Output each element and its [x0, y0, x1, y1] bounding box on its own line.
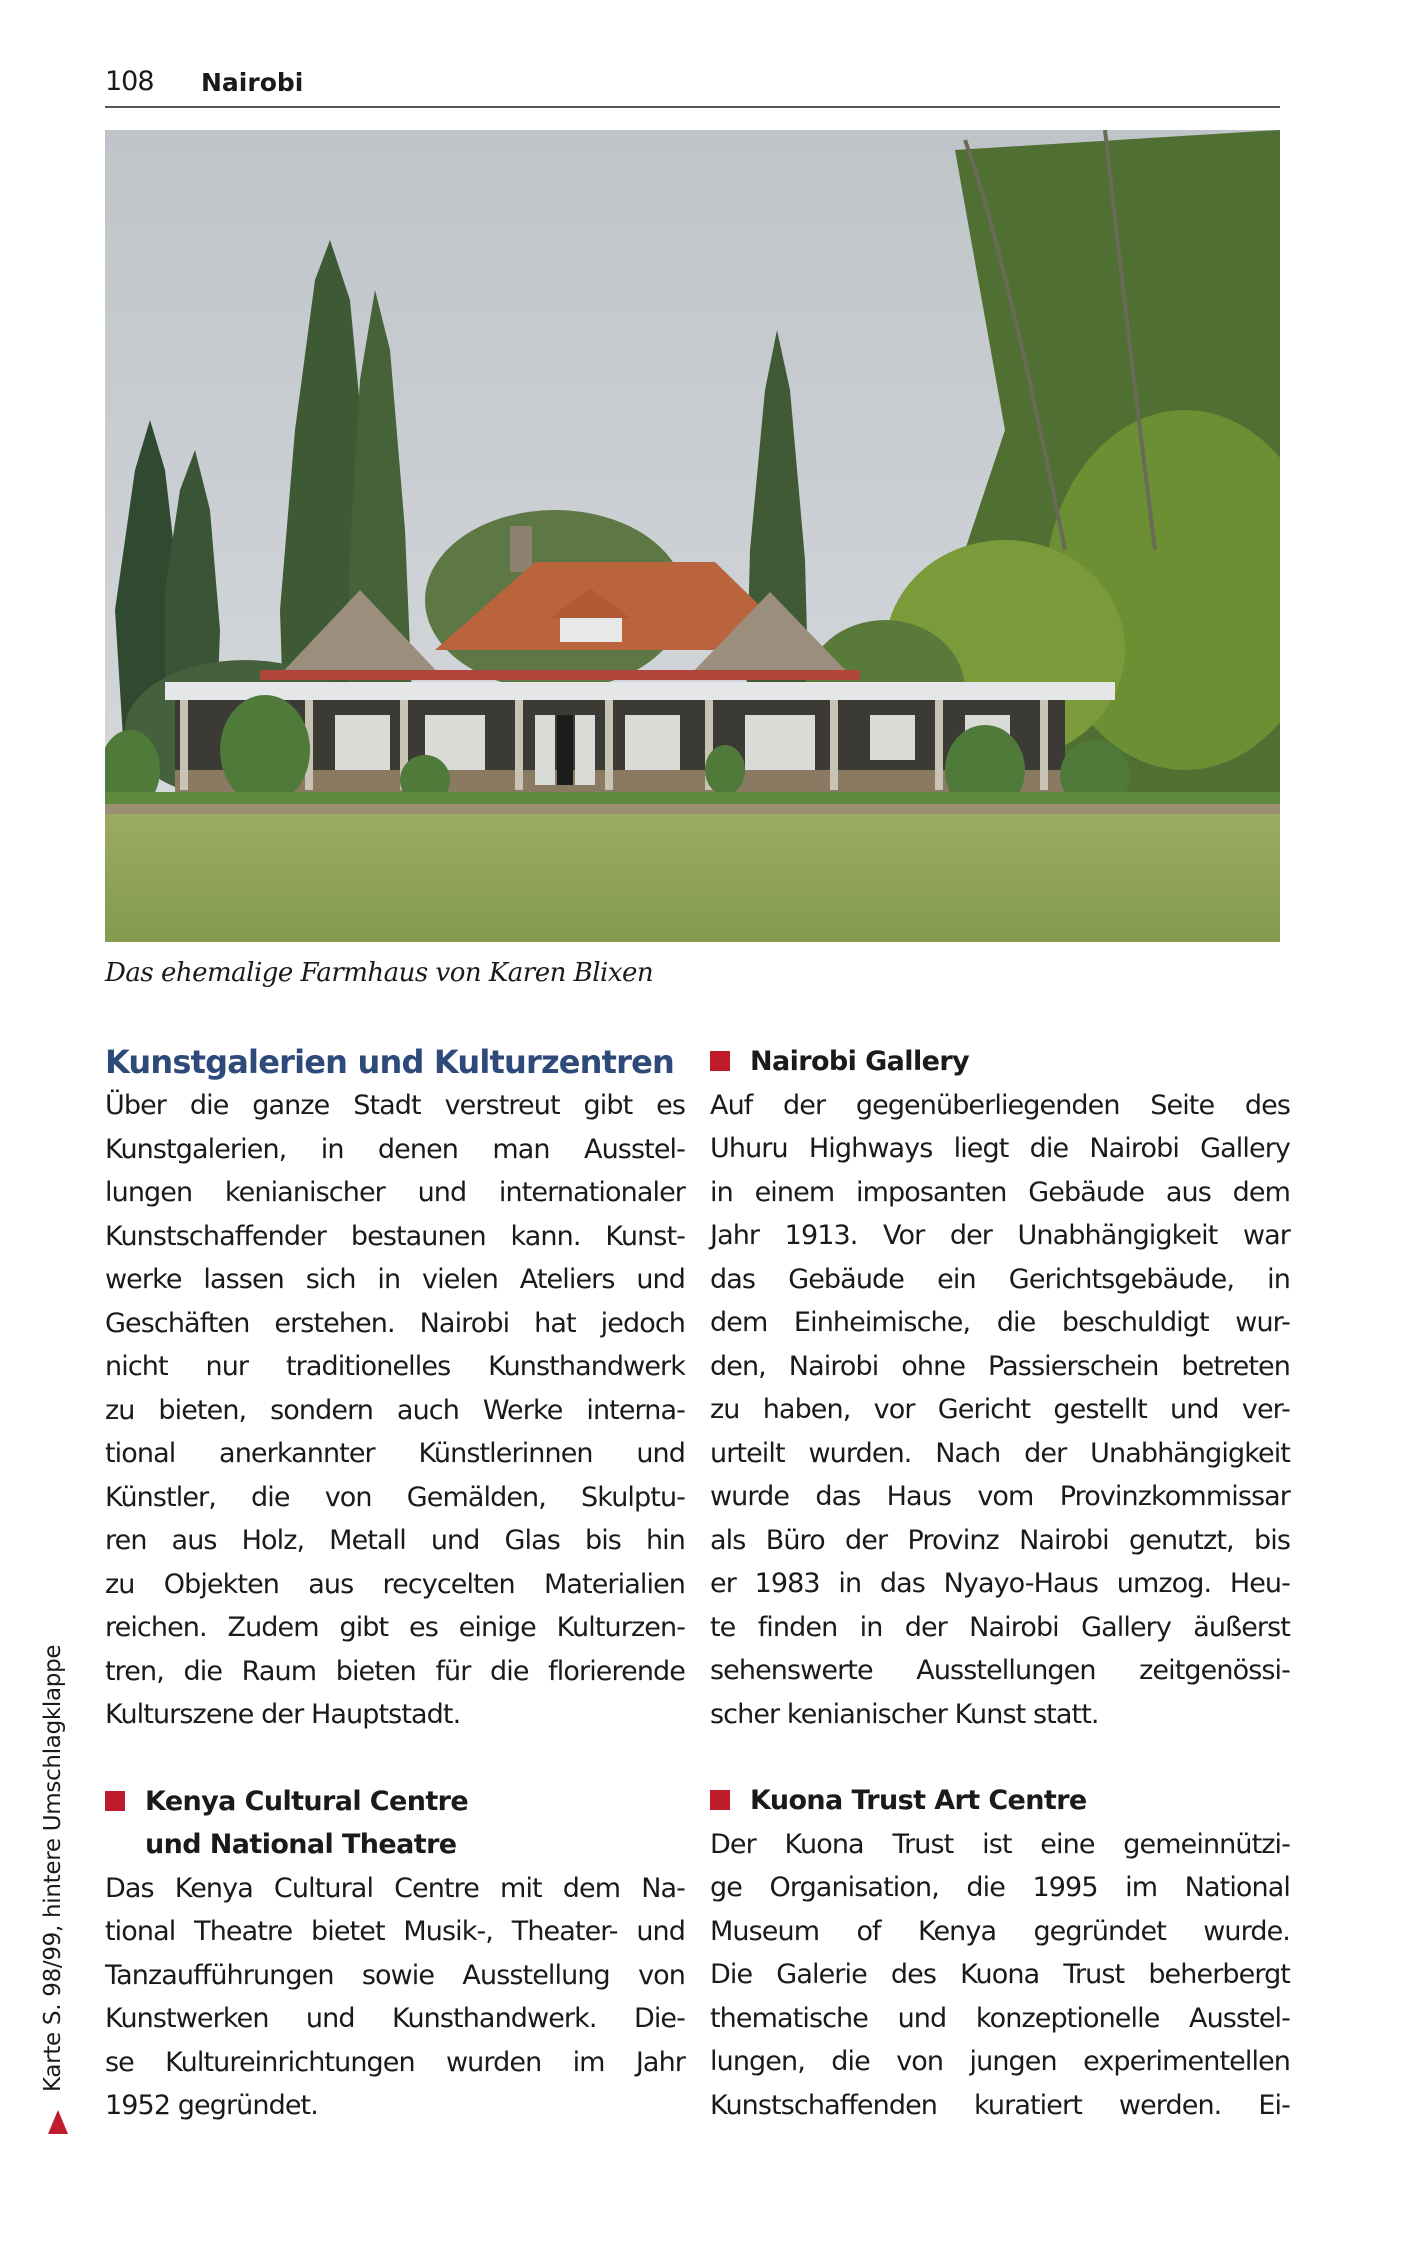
text-line: Kunstgalerien, in denen man Ausstel- — [105, 1133, 685, 1165]
entry-heading-line: Nairobi Gallery — [750, 1046, 970, 1077]
red-triangle-marker-icon — [48, 2110, 68, 2134]
text-line: tional Theatre bietet Musik-, Theater- und — [105, 1916, 685, 1947]
text-line: thematische und konzeptionelle Ausstel- — [710, 2002, 1290, 2034]
entry-heading-nairobi-gallery — [710, 1040, 1290, 1084]
map-reference-text: Karte S. 98/99, hintere Umschlagklappe — [40, 1644, 66, 2092]
photo-caption: Das ehemalige Farmhaus von Karen Blixen — [105, 958, 654, 988]
text-line: Museum of Kenya gegründet wurde. — [710, 1915, 1290, 1947]
red-square-bullet-icon — [710, 1790, 730, 1810]
text-line: 1952 gegründet. — [105, 2090, 318, 2121]
text-line: als Büro der Provinz Nairobi genutzt, bis — [710, 1524, 1290, 1556]
text-line: zu haben, vor Gericht gestellt und ver- — [710, 1394, 1290, 1425]
text-line: se Kultureinrichtungen wurden im Jahr — [105, 2046, 685, 2078]
intro-paragraph — [105, 1084, 685, 1737]
page-number: 108 — [105, 66, 154, 97]
text-line: Die Galerie des Kuona Trust beherbergt — [710, 1959, 1290, 1990]
text-line: in einem imposanten Gebäude aus dem — [710, 1176, 1290, 1208]
farmhouse-photo-illustration — [105, 130, 1280, 942]
text-line: Künstler, die von Gemälden, Skulptu- — [105, 1481, 685, 1513]
text-line: tren, die Raum bieten für die florierende — [105, 1655, 685, 1687]
red-square-bullet-icon — [710, 1051, 730, 1071]
text-line: Kunstschaffender bestaunen kann. Kunst- — [105, 1220, 685, 1252]
entry-heading-line: und National Theatre — [145, 1829, 457, 1860]
text-line: Geschäften erstehen. Nairobi hat jedoch — [105, 1307, 685, 1339]
text-line: tional anerkannter Künstlerinnen und — [105, 1438, 685, 1469]
text-line: Jahr 1913. Vor der Unabhängigkeit war — [710, 1220, 1290, 1251]
entry-body-kuona-trust — [710, 1823, 1290, 2128]
entry-heading-kuona-trust — [710, 1779, 1290, 1823]
text-line: Kunstschaffenden kuratiert werden. Ei- — [710, 2089, 1290, 2121]
text-line: Kunstwerken und Kunsthandwerk. Die- — [105, 2003, 685, 2034]
farmhouse-photo — [105, 130, 1280, 942]
section-heading: Kunstgalerien und Kulturzentren — [105, 1043, 675, 1081]
red-square-bullet-icon — [105, 1791, 125, 1811]
text-line: wurde das Haus vom Provinzkommissar — [710, 1481, 1290, 1512]
text-line: reichen. Zudem gibt es einige Kulturzen- — [105, 1612, 685, 1643]
spacer — [710, 1736, 1290, 1779]
text-line: Auf der gegenüberliegenden Seite des — [710, 1089, 1290, 1121]
entry-heading-line: Kuona Trust Art Centre — [750, 1785, 1087, 1816]
text-line: Der Kuona Trust ist eine gemeinnützi- — [710, 1828, 1290, 1860]
text-line: lungen kenianischer und internationaler — [105, 1177, 685, 1208]
text-line: Das Kenya Cultural Centre mit dem Na- — [105, 1872, 685, 1904]
text-line: zu bieten, sondern auch Werke interna- — [105, 1394, 685, 1426]
text-line: werke lassen sich in vielen Ateliers und — [105, 1264, 685, 1295]
text-line: sehenswerte Ausstellungen zeitgenössi- — [710, 1655, 1290, 1686]
left-column — [105, 1040, 685, 2128]
text-line: zu Objekten aus recycelten Materialien — [105, 1568, 685, 1600]
text-line: Uhuru Highways liegt die Nairobi Gallery — [710, 1133, 1290, 1164]
running-title: Nairobi — [201, 68, 304, 97]
text-line: Kulturszene der Hauptstadt. — [105, 1699, 461, 1730]
text-line: das Gebäude ein Gerichtsgebäude, in — [710, 1263, 1290, 1295]
entry-body-nairobi-gallery — [710, 1084, 1290, 1737]
entry-body-kenya-cultural-centre — [105, 1867, 685, 2128]
text-line: nicht nur traditionelles Kunsthandwerk — [105, 1351, 685, 1382]
text-line: urteilt wurden. Nach der Unabhängigkeit — [710, 1437, 1290, 1469]
text-line: Über die ganze Stadt verstreut gibt es — [105, 1090, 685, 1121]
text-line: scher kenianischer Kunst statt. — [710, 1698, 1099, 1730]
text-line: er 1983 in das Nyayo-Haus umzog. Heu- — [710, 1568, 1290, 1599]
text-line: lungen, die von jungen experimentellen — [710, 2046, 1290, 2077]
text-line: Tanzaufführungen sowie Ausstellung von — [105, 1959, 685, 1991]
entry-heading-kenya-cultural-centre — [105, 1780, 685, 1867]
text-line: te finden in der Nairobi Gallery äußerst — [710, 1611, 1290, 1643]
text-line: dem Einheimische, die beschuldigt wur- — [710, 1307, 1290, 1338]
text-line: ge Organisation, die 1995 im National — [710, 1872, 1290, 1903]
entry-heading-line: Kenya Cultural Centre — [145, 1785, 469, 1817]
running-header — [105, 62, 1280, 108]
text-line: ren aus Holz, Metall und Glas bis hin — [105, 1525, 685, 1556]
spacer — [105, 1737, 685, 1780]
right-column — [710, 1040, 1290, 2127]
text-line: den, Nairobi ohne Passierschein betreten — [710, 1350, 1290, 1382]
